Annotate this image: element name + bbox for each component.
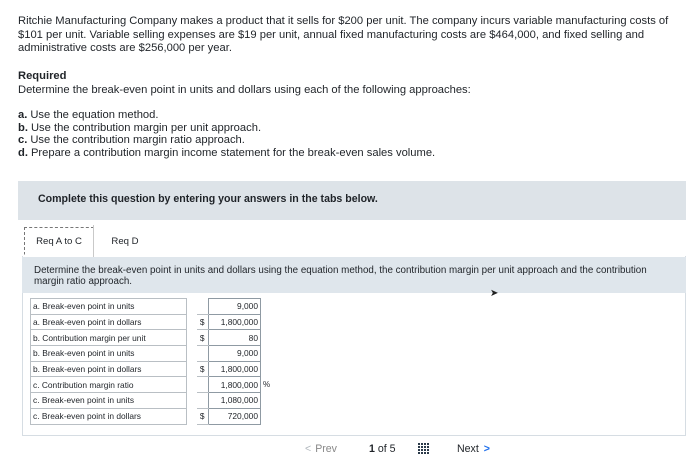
unit-label: % [263, 380, 271, 390]
requirement-b: b. Use the contribution margin per unit approach. [18, 121, 262, 134]
row-label: c. Break-even point in units [31, 393, 187, 409]
row-label: b. Break-even point in dollars [31, 361, 187, 377]
chevron-left-icon: < [305, 443, 312, 455]
table-row [31, 393, 275, 409]
currency-symbol: $ [197, 330, 209, 346]
banner-text: Complete this question by entering your answers in the tabs below. [38, 193, 378, 205]
grid-icon[interactable] [418, 443, 429, 454]
currency-symbol [197, 377, 209, 393]
requirements-list [18, 109, 435, 159]
answer-input[interactable]: 1,800,000 [209, 314, 261, 330]
answer-table [30, 298, 275, 425]
tab-instruction-text: Determine the break-even point in units and dollars using the equation method, the contribution margin per unit approach and the contribution margin ratio approach. [34, 265, 647, 287]
unit-label [261, 330, 275, 346]
table-row [31, 299, 275, 315]
answer-input[interactable]: 1,800,000 [209, 361, 261, 377]
unit-label [261, 299, 275, 315]
row-label: c. Break-even point in dollars [31, 408, 187, 424]
row-label: c. Contribution margin ratio [31, 377, 187, 393]
table-row [31, 314, 275, 330]
row-label: a. Break-even point in dollars [31, 314, 187, 330]
tab-instruction-box [22, 257, 686, 293]
requirement-d: d. Prepare a contribution margin income statement for the break-even sales volume. [18, 146, 436, 159]
unit-label [261, 346, 275, 362]
required-instructions: Determine the break-even point in units and dollars using each of the following approaches: [18, 84, 471, 96]
tab-bar [22, 225, 162, 257]
requirement-c: c. Use the contribution margin ratio approach. [18, 134, 245, 147]
unit-label [261, 314, 275, 330]
next-button[interactable]: Next > [457, 443, 490, 455]
table-row [31, 346, 275, 362]
chevron-right-icon: > [483, 443, 490, 455]
prev-button[interactable]: < Prev [305, 443, 337, 455]
row-label: b. Contribution margin per unit [31, 330, 187, 346]
currency-symbol [197, 393, 209, 409]
row-label: a. Break-even point in units [31, 299, 187, 315]
answer-input[interactable]: 80 [209, 330, 261, 346]
currency-symbol [197, 346, 209, 362]
table-row [31, 361, 275, 377]
requirement-a: a. Use the equation method. [18, 109, 159, 121]
unit-label [261, 408, 275, 424]
currency-symbol [197, 299, 209, 315]
row-label: b. Break-even point in units [31, 346, 187, 362]
answer-input[interactable]: 720,000 [209, 408, 261, 424]
answer-input[interactable]: 9,000 [209, 299, 261, 315]
problem-statement: Ritchie Manufacturing Company makes a product that it sells for $200 per unit. The company incurs variable manufacturing costs of $101 per unit. Variable selling expenses are $19 per unit, annual fixed manufacturing costs are $464,000, and fixed selling and administrative costs are $256,000 per year. [18, 15, 669, 54]
unit-label [261, 393, 275, 409]
unit-label [261, 361, 275, 377]
pagination [305, 440, 505, 462]
page-indicator: 1 of 5 [369, 443, 396, 455]
table-row [31, 330, 275, 346]
currency-symbol: $ [197, 361, 209, 377]
tab-divider [93, 225, 94, 257]
answer-input[interactable]: 1,800,000 [209, 377, 261, 393]
instructions-banner [18, 181, 686, 220]
required-heading: Required [18, 70, 67, 82]
mouse-pointer-icon: ➤ [490, 288, 499, 299]
currency-symbol: $ [197, 314, 209, 330]
answer-input[interactable]: 9,000 [209, 346, 261, 362]
table-row [31, 408, 275, 424]
tab-req-d[interactable]: Req D [96, 227, 154, 255]
answer-input[interactable]: 1,080,000 [209, 393, 261, 409]
currency-symbol: $ [197, 408, 209, 424]
tab-req-a-to-c[interactable]: Req A to C [24, 227, 94, 255]
table-row [31, 377, 275, 393]
